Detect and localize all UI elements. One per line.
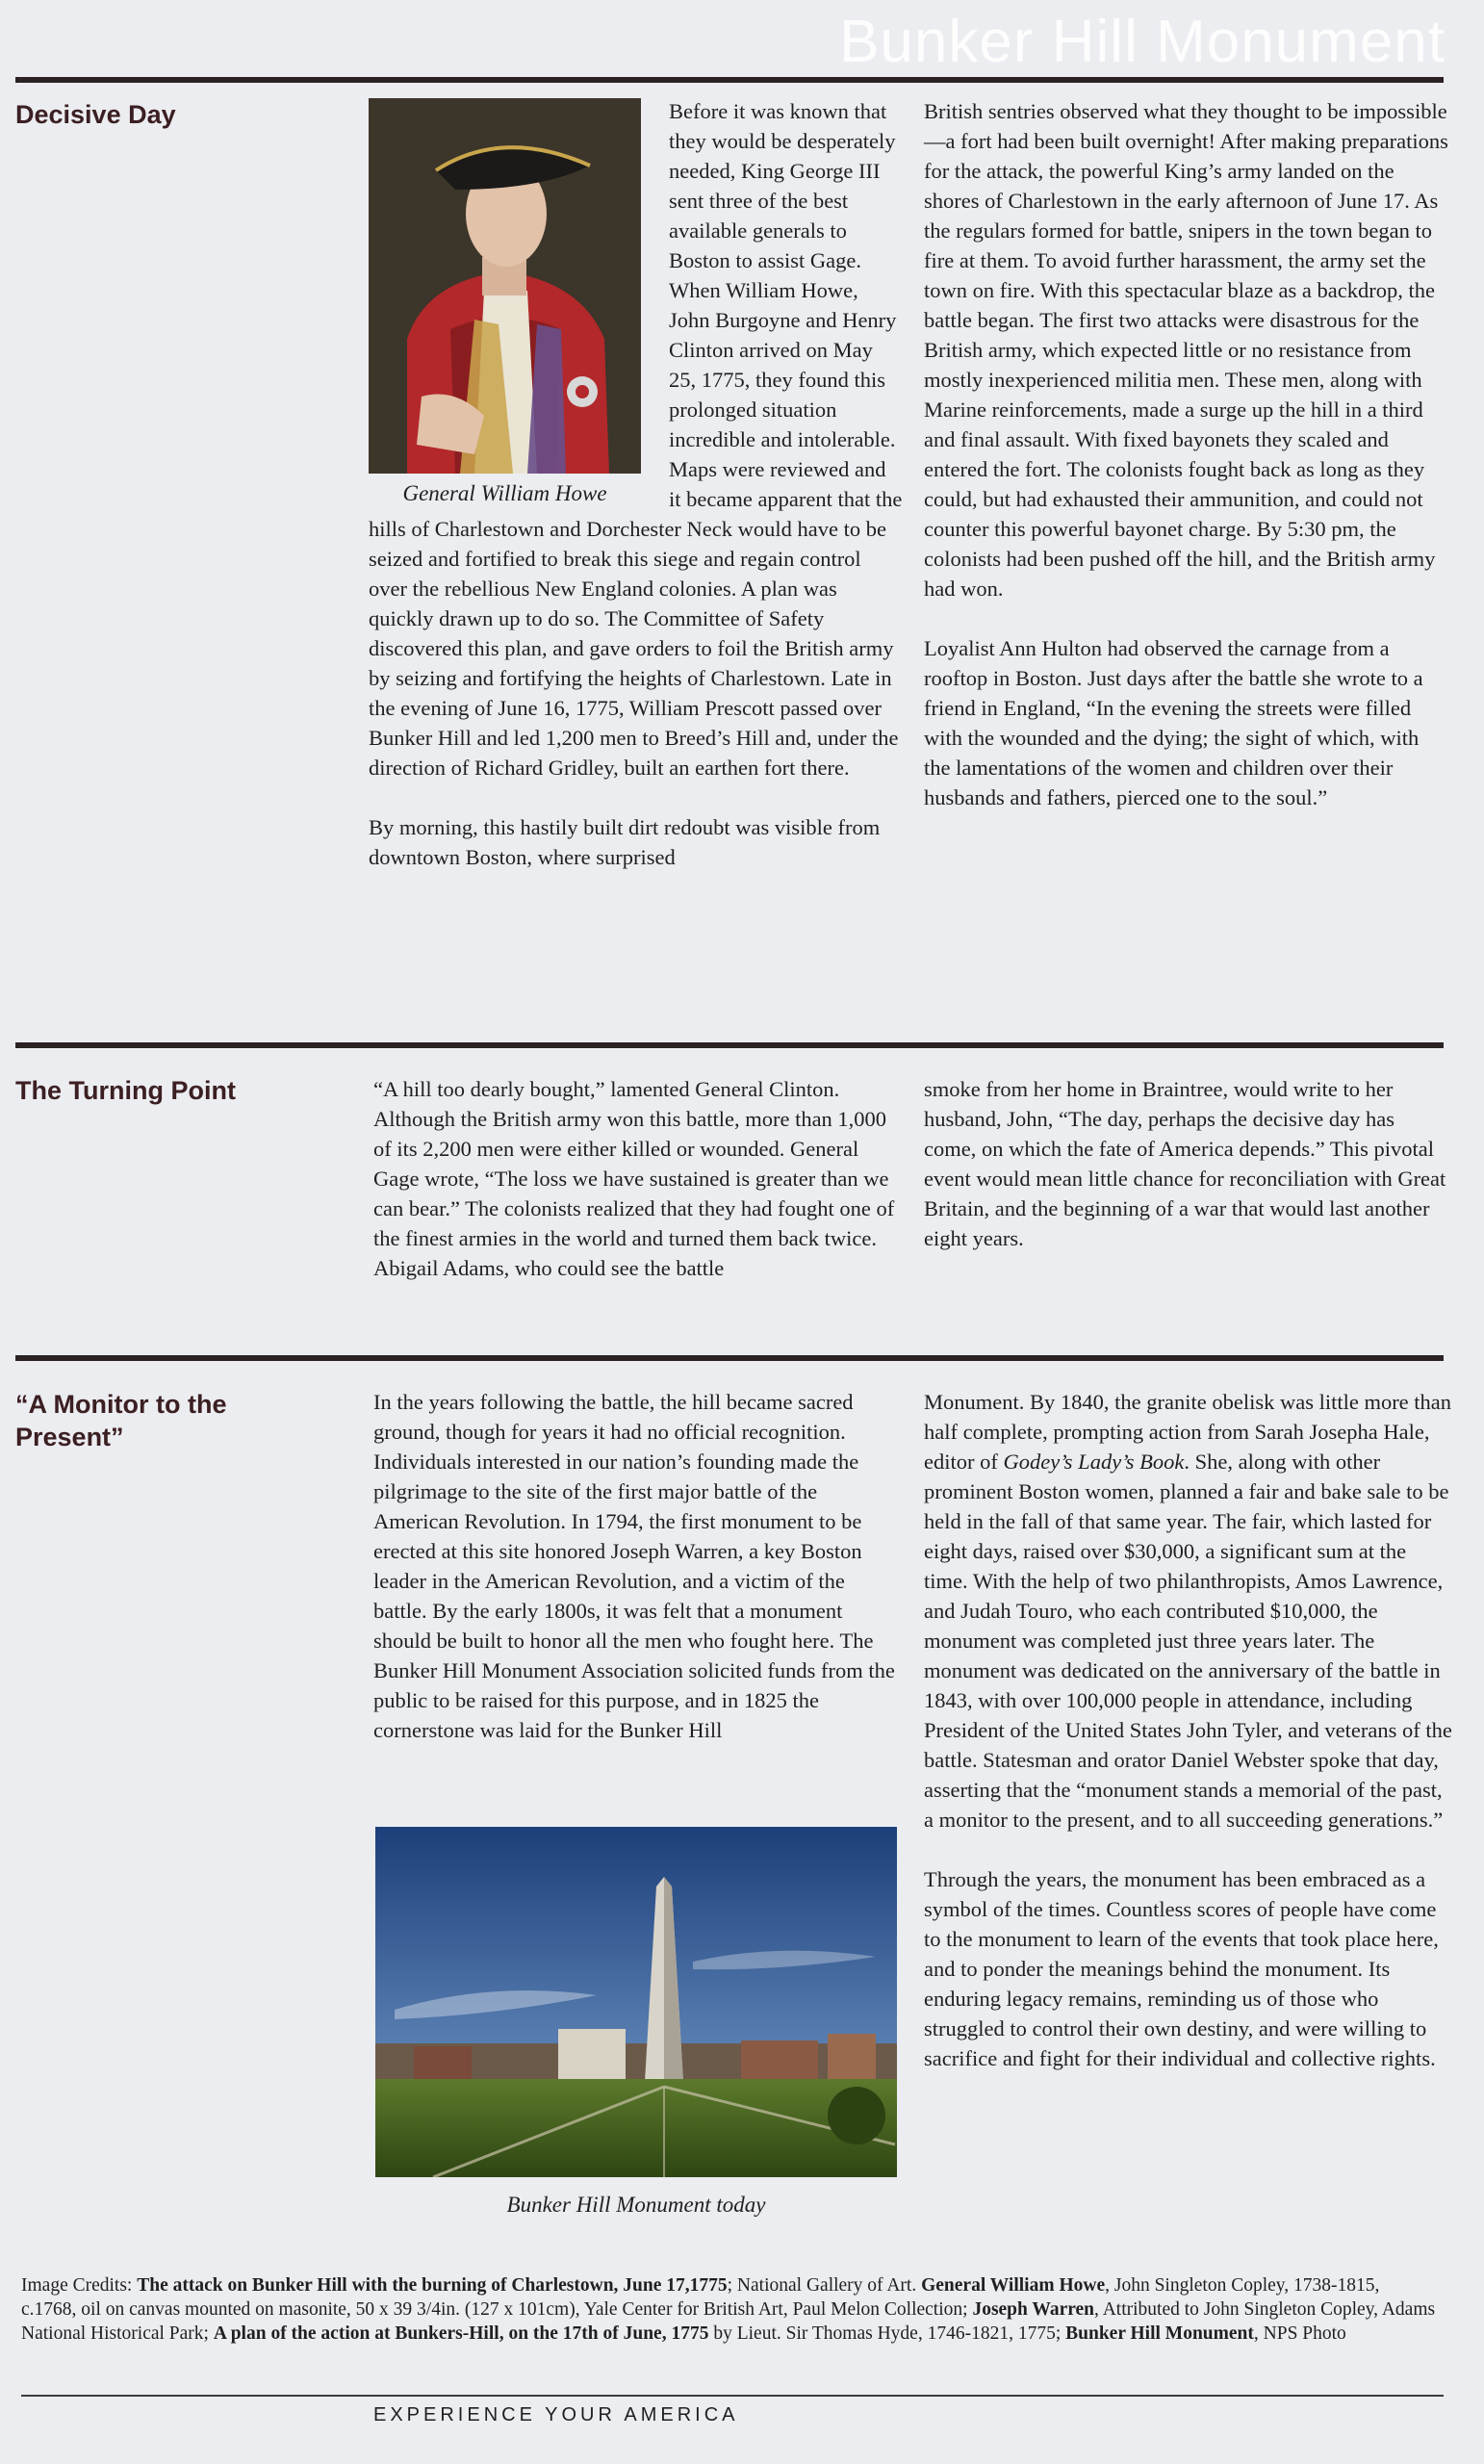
section-divider xyxy=(15,1042,1444,1048)
credit-run: , John Singleton Copley, 1738-1815, c.1768, oil on canvas mounted on masonite, 50 x 39 3/4in. (127 x 101cm), Yale Center for British Art, Paul Melon Collection; xyxy=(21,2275,1380,2320)
text-run: . She, along with other prominent Boston women, planned a fair and bake sale to be held in the fall of that same year. The fair, which lasted for eight days, raised over $30,000, a significant sum at the time. With the help of two philanthropists, Amos Lawrence, and Judah Touro, who each contributed $10,000, the monument was completed just three years later. The monument was dedicated on the anniversary of the battle in 1843, with over 100,000 people in attendance, including President of the United States John Tyler, and veterans of the battle. Statesman and orator Daniel Webster spoke that day, asserting that the “monument stands a memorial of the past, a monitor to the present, and to all succeeding generations.” xyxy=(924,1450,1452,1832)
paragraph: In the years following the battle, the hill became sacred ground, though for years it had no official recognition. Individuals interested in our nation’s founding made the pilgrimage to the site of the first major battle of the American Revolution. In 1794, the first monument to be erected at this site honored Joseph Warren, a key Boston leader in the American Revolution, and a victim of the battle. By the early 1800s, it was felt that a monument should be built to honor all the men who fought here. The Bunker Hill Monument Association solicited funds from the public to be raised for this purpose, and in 1825 the cornerstone was laid for the Bunker Hill xyxy=(373,1390,895,1742)
paragraph: Loyalist Ann Hulton had observed the carnage from a rooftop in Boston. Just days after the battle she wrote to a friend in England, “In the evening the streets were filled with the wounded and the dying; the sight of which, with the lamentations of the women and children over their husbands and fathers, pierced one to the soul.” xyxy=(924,636,1423,809)
paragraph: Through the years, the monument has been embraced as a symbol of the times. Countless scores of people have come to the monument to learn of the events that took place here, and to ponder the meanings behind the monument. Its enduring legacy remains, reminding us of those who struggled to control their own destiny, and were willing to sacrifice and fight for their individual and collective rights. xyxy=(924,1867,1439,2070)
section-heading-monitor-to-present: “A Monitor to the Present” xyxy=(15,1390,227,1451)
credit-title: General William Howe xyxy=(921,2275,1106,2296)
section-divider xyxy=(15,77,1444,83)
decisive-day-left-column xyxy=(369,96,903,872)
publication-title: Godey’s Lady’s Book xyxy=(1003,1450,1185,1474)
credit-title: Joseph Warren xyxy=(972,2299,1095,2320)
credit-run: , Attributed to John Singleton Copley, Adams National Historical Park; xyxy=(21,2299,1436,2344)
page-header-title: Bunker Hill Monument xyxy=(839,9,1446,75)
credit-run: ; National Gallery of Art. xyxy=(727,2275,922,2296)
monitor-right-column xyxy=(924,1387,1453,2073)
photo-bunker-hill-monument xyxy=(375,1827,897,2177)
paragraph xyxy=(924,1387,1453,1835)
turning-point-left-column xyxy=(373,1074,903,1283)
credit-run: by Lieut. Sir Thomas Hyde, 1746-1821, 1775; xyxy=(708,2323,1066,2344)
paragraph: “A hill too dearly bought,” lamented General Clinton. Although the British army won this battle, more than 1,000 of its 2,200 men were either killed or wounded. General Gage wrote, “The loss we have sustained is greater than we can bear.” The colonists realized that they had fought one of the finest armies in the world and turned them back twice. Abigail Adams, who could see the battle xyxy=(373,1077,895,1280)
paragraph: smoke from her home in Braintree, would write to her husband, John, “The day, perhaps the decisive day has come, on which the fate of America depends.” This pivotal event would mean little chance for reconciliation with Great Britain, and the beginning of a war that would last another eight years. xyxy=(924,1077,1446,1250)
decisive-day-right-column xyxy=(924,96,1448,812)
credit-title: A plan of the action at Bunkers-Hill, on the 17th of June, 1775 xyxy=(213,2323,709,2344)
section-heading-turning-point: The Turning Point xyxy=(15,1076,236,1105)
credit-run: Image Credits: xyxy=(21,2275,138,2296)
monitor-left-column xyxy=(373,1387,903,1745)
footer-tagline: EXPERIENCE YOUR AMERICA xyxy=(373,2404,739,2426)
credit-title: Bunker Hill Monument xyxy=(1065,2323,1254,2344)
portrait-float-spacer xyxy=(369,96,669,512)
section-heading-decisive-day: Decisive Day xyxy=(15,100,176,129)
footer-divider xyxy=(21,2395,1444,2397)
credit-run: , NPS Photo xyxy=(1253,2323,1346,2344)
paragraph: Before it was known that they would be desperately needed, King George III sent three of the best available generals to Boston to assist Gage. When William Howe, John Burgoyne and Henry Clinton arrived on May 25, 1775, they found this prolonged situation incredible and intolerable. Maps were reviewed and it became apparent that the hills of Charlestown and Dorchester Neck would have to be seized and fortified to break this siege and regain control over the rebellious New England colonies. A plan was quickly drawn up to do so. The Committee of Safety discovered this plan, and gave orders to foil the British army by seizing and fortifying the heights of Charlestown. Late in the evening of June 16, 1775, William Prescott passed over Bunker Hill and led 1,200 men to Breed’s Hill and, under the direction of Richard Gridley, built an earthen fort there. xyxy=(369,99,903,780)
portrait-caption: General William Howe xyxy=(402,481,607,505)
paragraph: By morning, this hastily built dirt redoubt was visible from downtown Boston, where surprised xyxy=(369,815,881,869)
credit-title: The attack on Bunker Hill with the burning of Charlestown, June 17,1775 xyxy=(137,2275,728,2296)
section-divider xyxy=(15,1355,1444,1361)
image-credits xyxy=(21,2273,1436,2346)
photo-caption: Bunker Hill Monument today xyxy=(506,2193,766,2217)
turning-point-right-column xyxy=(924,1074,1448,1253)
paragraph: British sentries observed what they thought to be impossible—a fort had been built overnight! After making preparations for the attack, the powerful King’s army landed on the shores of Charlestown in the early afternoon of June 17. As the regulars formed for battle, snipers in the town began to fire at them. To avoid further harassment, the army set the town on fire. With this spectacular blaze as a backdrop, the battle began. The first two attacks were disastrous for the British army, which expected little or no resistance from mostly inexperienced militia men. These men, along with Marine reinforcements, made a surge up the hill in a third and final assault. With fixed bayonets they scaled and entered the fort. The colonists fought back as long as they could, but had exhausted their ammunition, and could not counter this powerful bayonet charge. By 5:30 pm, the colonists had been pushed off the hill, and the British army had won. xyxy=(924,99,1448,601)
text-run: Monument. By 1840, the granite obelisk was little more than half complete, prompting action from Sarah Josepha Hale, editor of xyxy=(924,1390,1452,1474)
